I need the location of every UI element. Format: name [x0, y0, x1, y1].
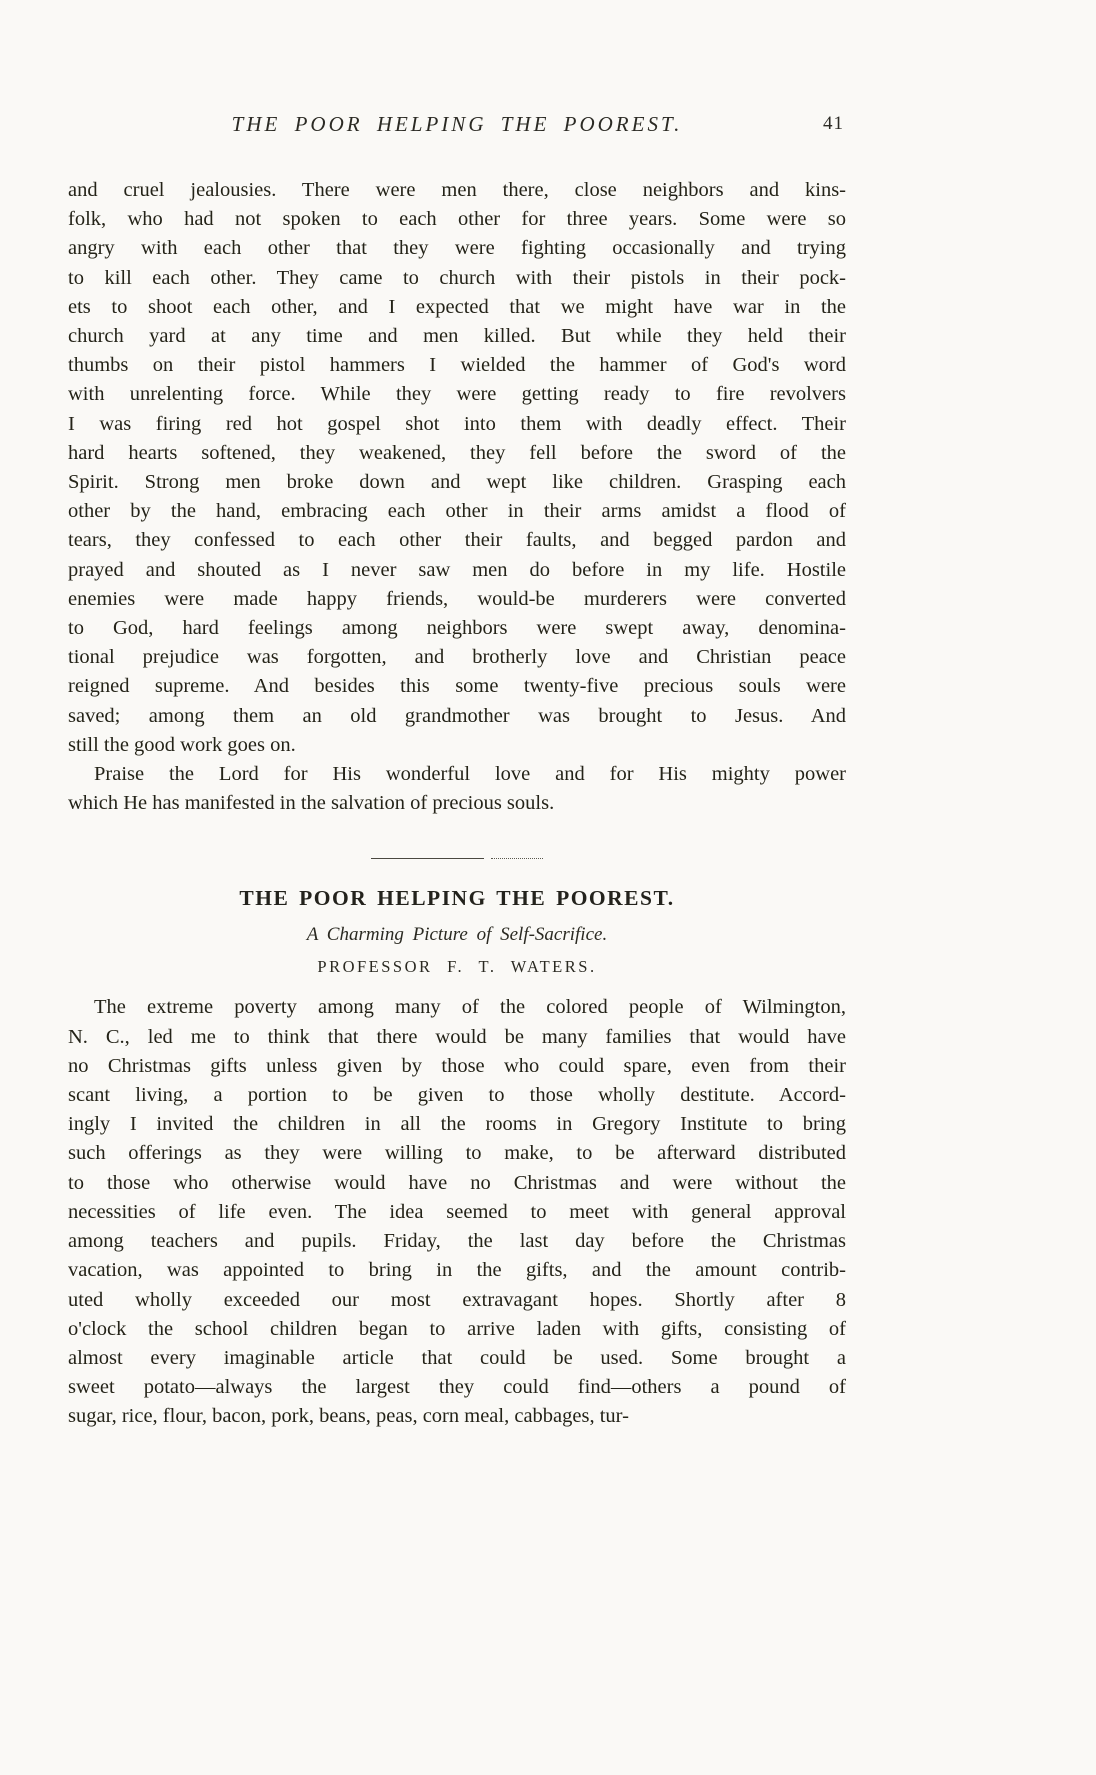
article-header	[68, 886, 846, 977]
text-line: folk, who had not spoken to each other for three years. Some were so	[68, 208, 846, 231]
paragraph	[68, 993, 846, 1431]
paragraph	[68, 176, 846, 760]
text-line: still the good work goes on.	[68, 733, 296, 756]
article-byline: PROFESSOR F. T. WATERS.	[317, 957, 597, 977]
text-line: no Christmas gifts unless given by those who could spare, even from their	[68, 1054, 846, 1077]
text-line: tional prejudice was forgotten, and brotherly love and Christian peace	[68, 646, 846, 669]
text-line: ingly I invited the children in all the rooms in Gregory Institute to bring	[68, 1113, 846, 1136]
divider-segment-left	[371, 858, 484, 859]
text-line: saved; among them an old grandmother was brought to Jesus. And	[68, 704, 846, 727]
page-content	[68, 112, 846, 1432]
divider-segment-right	[491, 858, 543, 859]
text-line: uted wholly exceeded our most extravagant hopes. Shortly after 8	[68, 1288, 846, 1311]
text-line: with unrelenting force. While they were getting ready to fire revolvers	[68, 383, 846, 406]
text-line: o'clock the school children began to arrive laden with gifts, consisting of	[68, 1317, 846, 1340]
paragraph	[68, 760, 846, 818]
text-line: and cruel jealousies. There were men there, close neighbors and kins-	[68, 179, 846, 201]
article-title: THE POOR HELPING THE POOREST.	[239, 886, 675, 911]
section-divider-rule	[371, 857, 543, 860]
text-line: such offerings as they were willing to make, to be afterward distributed	[68, 1142, 846, 1165]
text-line: reigned supreme. And besides this some twenty-five precious souls were	[68, 675, 846, 698]
text-line: ets to shoot each other, and I expected that we might have war in the	[68, 295, 846, 318]
text-line: necessities of life even. The idea seemed to meet with general approval	[68, 1200, 846, 1223]
text-line: N. C., led me to think that there would be many families that would have	[68, 1025, 846, 1048]
text-line: thumbs on their pistol hammers I wielded the hammer of God's word	[68, 354, 846, 377]
text-line: almost every imaginable article that could be used. Some brought a	[68, 1346, 846, 1369]
text-line: prayed and shouted as I never saw men do before in my life. Hostile	[68, 558, 846, 581]
text-line: to God, hard feelings among neighbors were swept away, denomina-	[68, 617, 846, 640]
text-line: to those who otherwise would have no Christmas and were without the	[68, 1171, 846, 1194]
text-line: I was firing red hot gospel shot into them with deadly effect. Their	[68, 412, 846, 435]
running-header-title: THE POOR HELPING THE POOREST.	[231, 112, 683, 136]
text-line: church yard at any time and men killed. But while they held their	[68, 325, 846, 348]
running-header	[68, 112, 846, 146]
text-line: Spirit. Strong men broke down and wept like children. Grasping each	[68, 471, 846, 494]
text-line: to kill each other. They came to church with their pistols in their pock-	[68, 266, 846, 289]
text-line: vacation, was appointed to bring in the gifts, and the amount contrib-	[68, 1259, 846, 1282]
text-line: enemies were made happy friends, would-be murderers were converted	[68, 587, 846, 610]
page-number: 41	[823, 113, 844, 134]
top-section-text	[68, 176, 846, 818]
text-line: hard hearts softened, they weakened, they fell before the sword of the	[68, 441, 846, 464]
text-line: The extreme poverty among many of the colored people of Wilmington,	[94, 996, 846, 1019]
text-line: scant living, a portion to be given to those wholly destitute. Accord-	[68, 1084, 846, 1107]
text-line: angry with each other that they were fighting occasionally and trying	[68, 237, 846, 260]
text-line: tears, they confessed to each other their faults, and begged pardon and	[68, 529, 846, 552]
text-line: other by the hand, embracing each other in their arms amidst a flood of	[68, 500, 846, 523]
text-line: sweet potato—always the largest they could find—others a pound of	[68, 1376, 846, 1399]
article-body-text	[68, 993, 846, 1431]
text-line: which He has manifested in the salvation of precious souls.	[68, 792, 555, 815]
text-line: Praise the Lord for His wonderful love and for His mighty power	[94, 763, 846, 786]
article-subtitle: A Charming Picture of Self-Sacrifice.	[306, 924, 608, 946]
text-line: sugar, rice, flour, bacon, pork, beans, peas, corn meal, cabbages, tur-	[68, 1405, 629, 1428]
text-line: among teachers and pupils. Friday, the last day before the Christmas	[68, 1230, 846, 1253]
